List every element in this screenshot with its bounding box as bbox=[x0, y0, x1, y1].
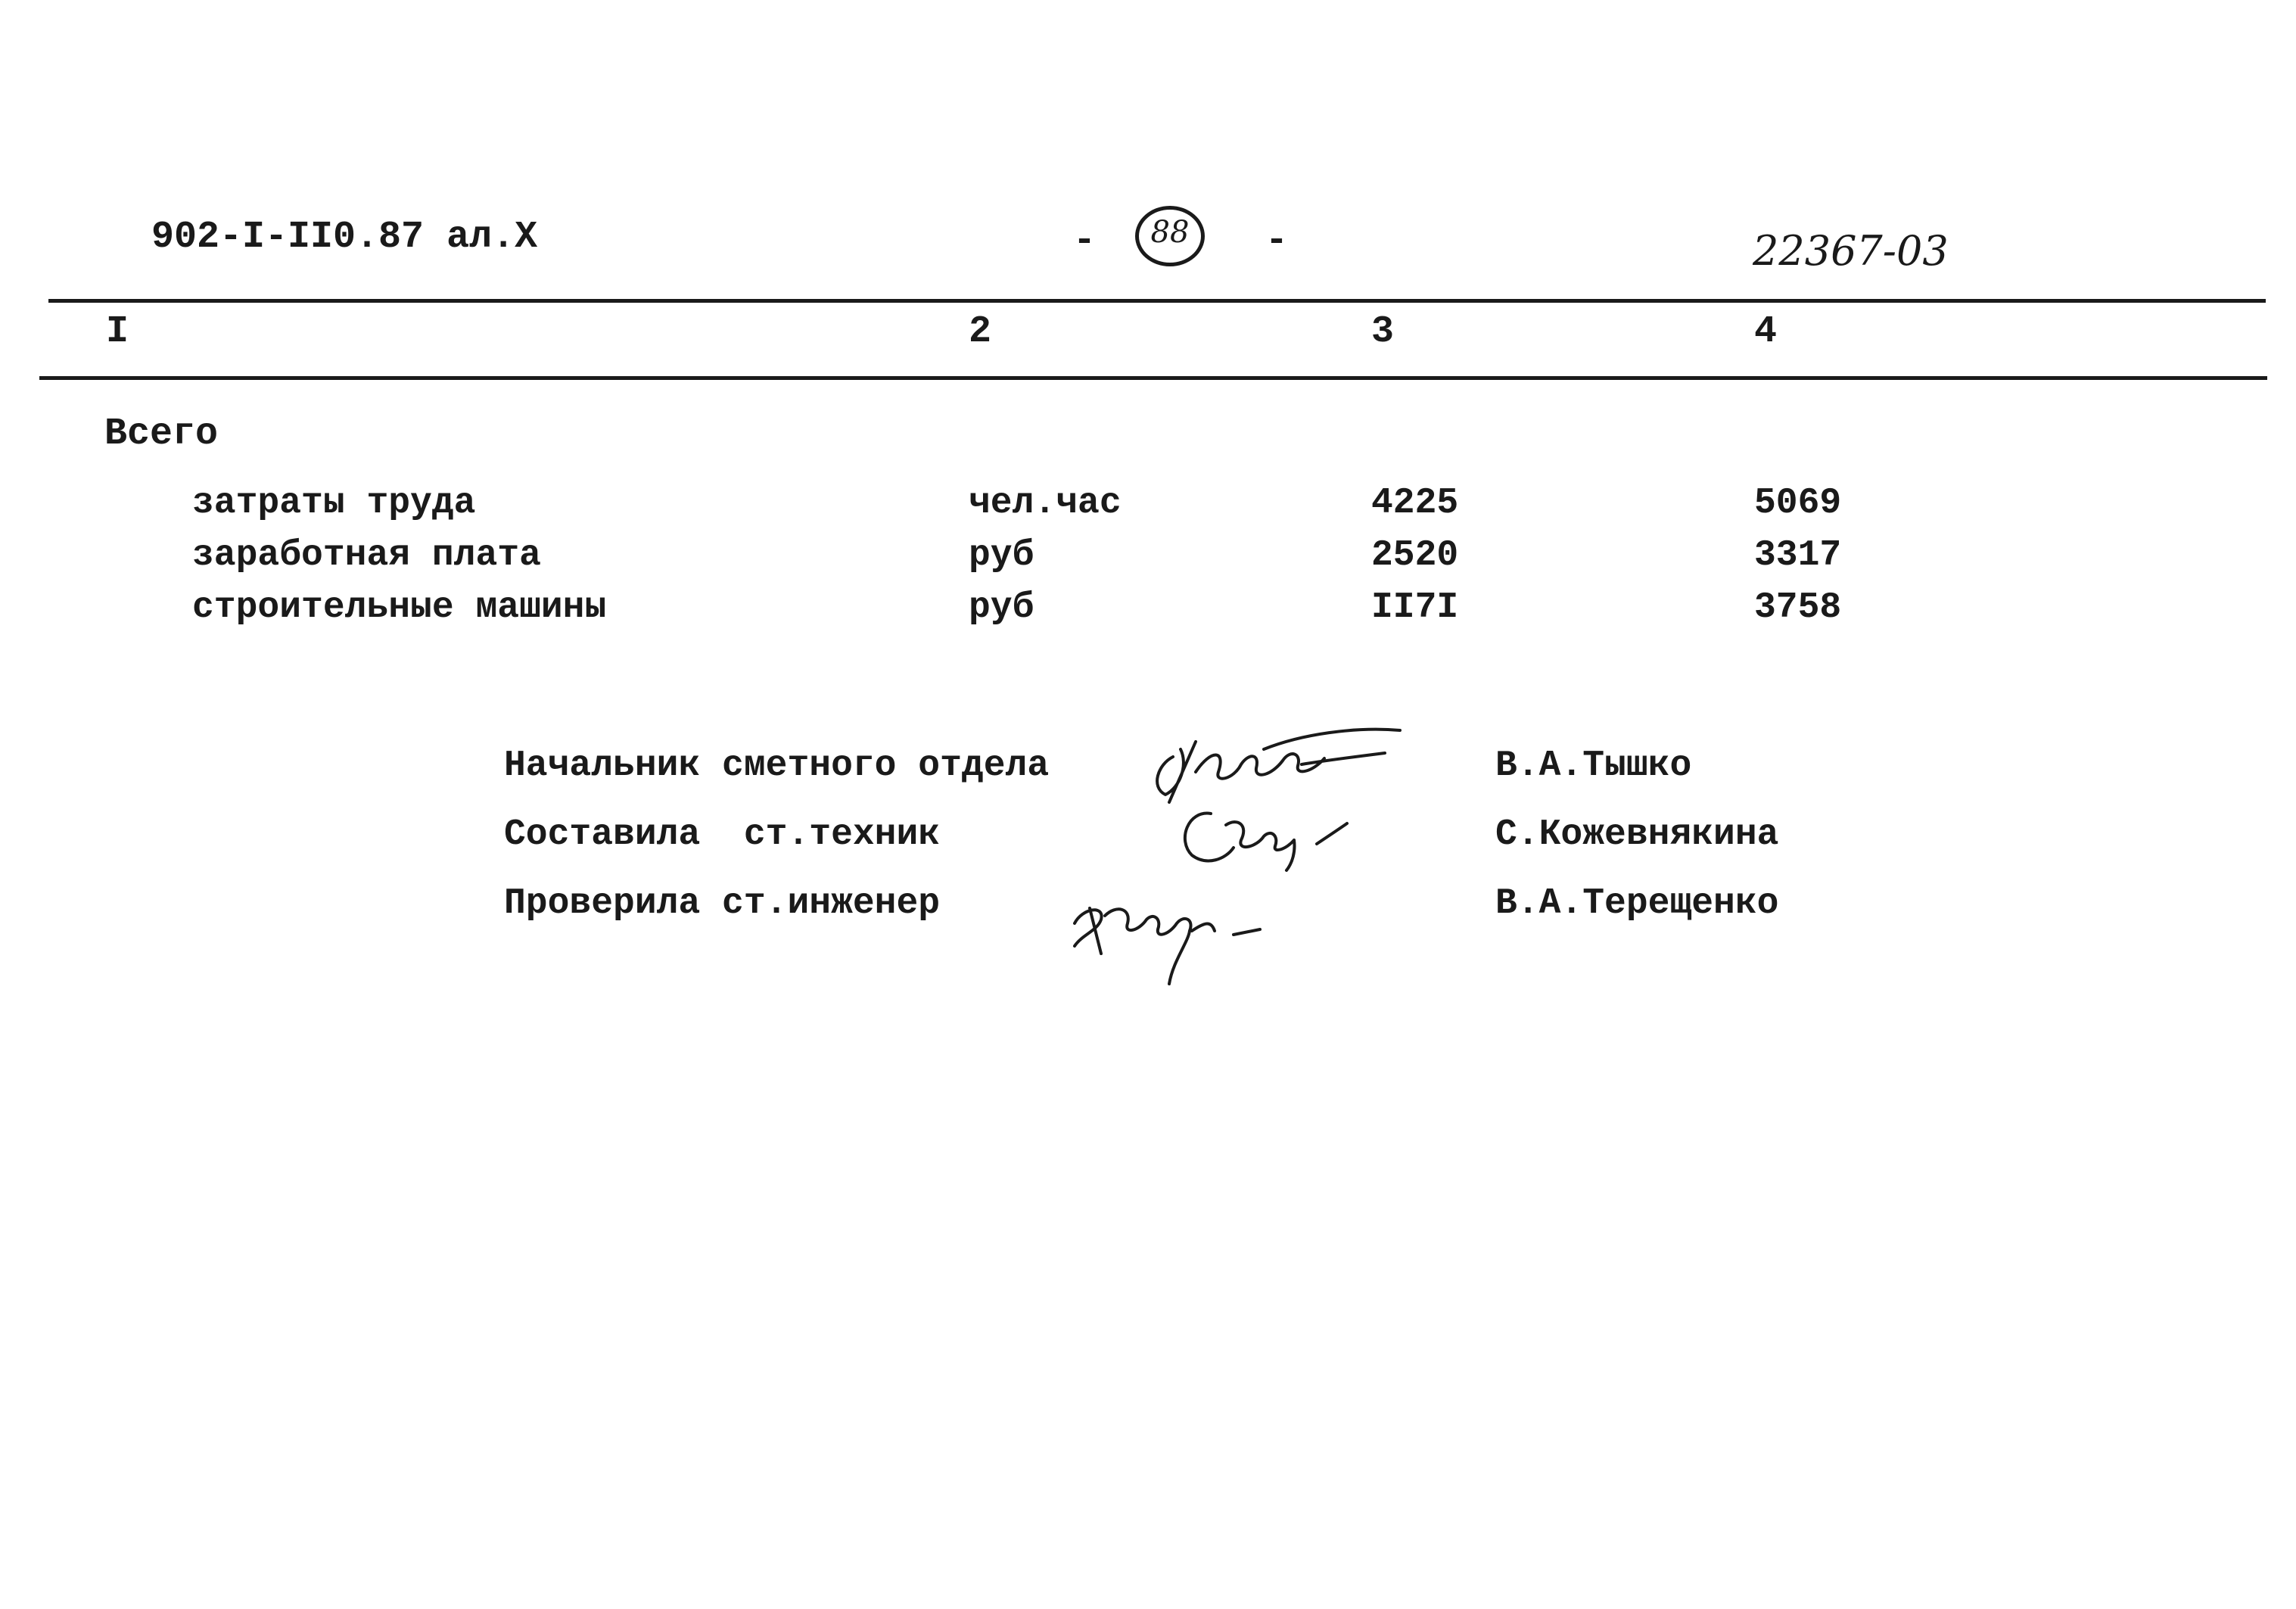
column-header-2: 2 bbox=[969, 310, 992, 353]
row-col4: 3317 bbox=[1754, 535, 1842, 576]
signature-role: Начальник сметного отдела bbox=[504, 745, 1050, 786]
row-unit: чел.час bbox=[969, 483, 1122, 524]
column-header-1: I bbox=[106, 310, 129, 353]
document-sheet-code: 22367-03 bbox=[1753, 227, 1949, 275]
page-dash-right: - bbox=[1265, 219, 1289, 263]
row-unit: руб bbox=[969, 587, 1034, 628]
signature-role: Составила ст.техник bbox=[504, 814, 941, 855]
section-label: Всего bbox=[104, 412, 219, 456]
signature-role: Проверила ст.инженер bbox=[504, 883, 941, 924]
page-number-badge bbox=[1135, 206, 1203, 260]
signature-scribble-3 bbox=[1059, 878, 1286, 991]
document-code: 902-I-II0.87 ал.Х bbox=[151, 216, 538, 259]
row-col3: 2520 bbox=[1371, 535, 1459, 576]
header-rule-bottom bbox=[39, 376, 2267, 380]
row-name: затраты труда bbox=[192, 483, 476, 524]
page-number: 88 bbox=[1150, 215, 1190, 250]
row-col4: 5069 bbox=[1754, 483, 1842, 524]
row-name: заработная плата bbox=[192, 535, 541, 576]
row-col3: 4225 bbox=[1371, 483, 1459, 524]
header-rule-top bbox=[48, 299, 2266, 303]
signatory-name: С.Кожевнякина bbox=[1495, 814, 1779, 855]
signature-scribble-2 bbox=[1165, 795, 1377, 878]
row-col3: II7I bbox=[1371, 587, 1459, 628]
row-unit: руб bbox=[969, 535, 1034, 576]
page-dash-left: - bbox=[1073, 219, 1097, 263]
row-col4: 3758 bbox=[1754, 587, 1842, 628]
column-header-4: 4 bbox=[1754, 310, 1778, 353]
signatory-name: В.А.Терещенко bbox=[1495, 883, 1779, 924]
signatory-name: В.А.Тышко bbox=[1495, 745, 1692, 786]
row-name: строительные машины bbox=[192, 587, 607, 628]
column-header-3: 3 bbox=[1371, 310, 1395, 353]
